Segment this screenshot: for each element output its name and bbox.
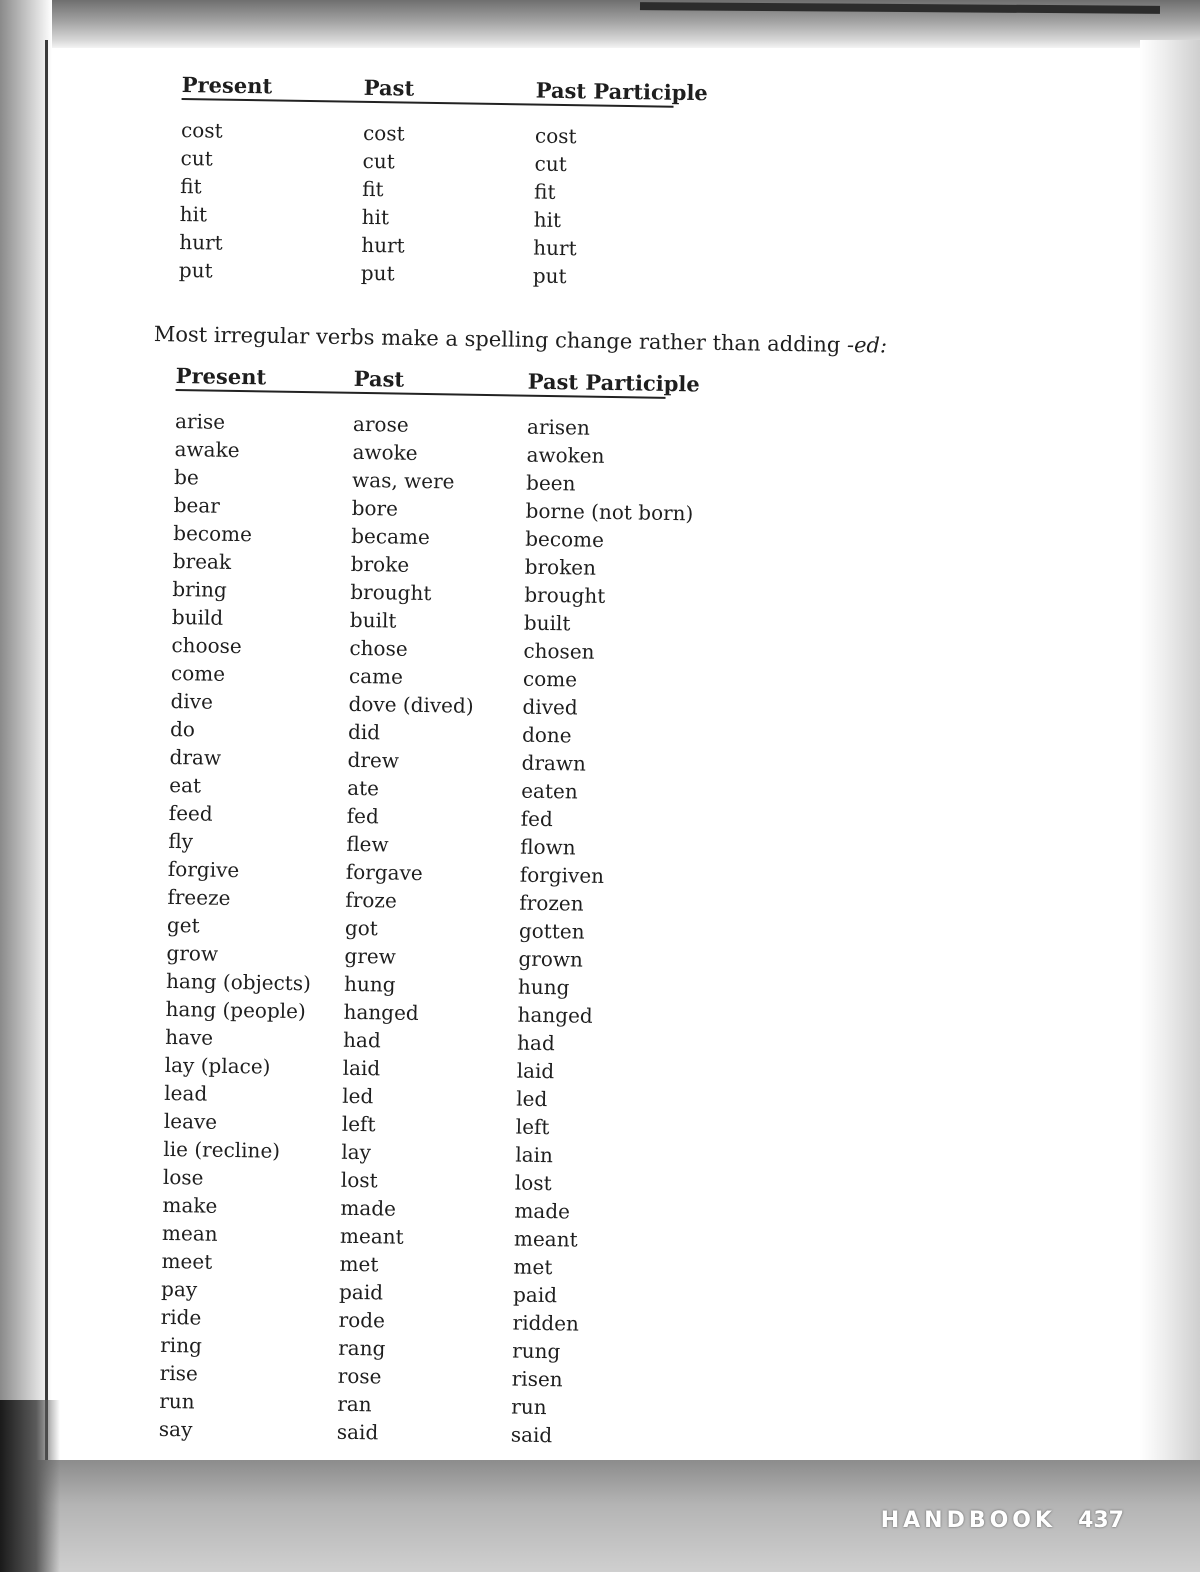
cell-past: arose <box>352 411 409 437</box>
cell-present: hang (people) <box>165 996 306 1024</box>
cell-past-participle: cost <box>534 123 577 149</box>
cell-past-participle: awoken <box>526 442 605 468</box>
cell-past: bore <box>351 495 399 521</box>
irregular-verbs-table <box>158 363 700 1448</box>
cell-past: brought <box>350 579 432 606</box>
cell-present: lay (place) <box>164 1052 271 1079</box>
cell-past: ran <box>337 1391 372 1417</box>
cell-past-participle: hit <box>533 207 562 232</box>
cell-past-participle: run <box>511 1394 547 1420</box>
cell-past-participle: made <box>514 1198 571 1224</box>
cell-present: hang (objects) <box>165 968 312 996</box>
column-header-present: Present <box>175 363 267 390</box>
cell-past-participle: hurt <box>533 235 577 261</box>
cell-past-participle: broken <box>524 554 597 580</box>
cell-present: ride <box>160 1304 202 1330</box>
cell-past: got <box>344 915 379 941</box>
cell-present: ring <box>160 1332 203 1358</box>
cell-present: fit <box>180 173 202 199</box>
cell-past: hanged <box>343 999 419 1025</box>
cell-present: run <box>159 1388 195 1414</box>
cell-present: hit <box>179 201 208 227</box>
cell-past: meant <box>339 1223 404 1249</box>
cell-past-participle: met <box>513 1254 553 1280</box>
cell-past: built <box>349 607 397 633</box>
cell-present: do <box>169 716 196 742</box>
cell-past: cut <box>362 148 395 174</box>
cell-past: made <box>340 1195 397 1221</box>
cell-past: chose <box>349 635 408 661</box>
cell-present: rise <box>159 1360 199 1386</box>
cell-past-participle: rung <box>511 1338 561 1364</box>
cell-past-participle: arisen <box>526 414 591 440</box>
cell-present: lose <box>162 1164 204 1190</box>
cell-past: had <box>342 1027 381 1053</box>
cell-past: grew <box>344 943 397 969</box>
table-body <box>158 407 694 1448</box>
cell-past: lost <box>340 1167 378 1193</box>
cell-past-participle: dived <box>522 694 578 720</box>
column-header-past-participle: Past Participle <box>527 368 700 397</box>
column-header-past: Past <box>353 365 405 392</box>
section-label: HANDBOOK <box>880 1508 1057 1533</box>
cell-present: lead <box>164 1080 208 1106</box>
cell-present: have <box>164 1024 214 1050</box>
cell-past-participle: left <box>515 1114 550 1140</box>
cell-past-participle: flown <box>520 834 576 860</box>
cell-present: say <box>158 1416 193 1442</box>
cell-present: eat <box>169 772 202 798</box>
cell-past: flew <box>346 831 389 857</box>
cell-present: draw <box>169 744 222 770</box>
cell-past: ate <box>347 775 380 801</box>
cell-past: rode <box>338 1307 386 1333</box>
cell-present: pay <box>160 1276 198 1302</box>
cell-past: forgave <box>345 859 423 886</box>
cell-past-participle: risen <box>511 1366 563 1392</box>
intro-text: Most irregular verbs make a spelling change rather than adding <box>153 322 848 357</box>
cell-present: hurt <box>179 229 223 255</box>
cell-past-participle: frozen <box>519 890 584 916</box>
cell-past-participle: put <box>532 263 567 289</box>
cell-past: met <box>339 1251 379 1277</box>
cell-past-participle: ridden <box>512 1310 580 1336</box>
cell-past-participle: led <box>516 1086 548 1112</box>
intro-sentence <box>154 322 888 358</box>
cell-past-participle: drawn <box>521 750 587 776</box>
cell-past-participle: come <box>522 666 578 692</box>
cell-past-participle: borne (not born) <box>525 498 694 526</box>
cell-past: broke <box>350 551 410 577</box>
column-header-past: Past <box>363 74 415 101</box>
cell-past-participle: brought <box>524 582 606 608</box>
cell-past: did <box>347 719 381 745</box>
cell-past-participle: meant <box>513 1226 578 1252</box>
cell-past: hurt <box>361 232 405 258</box>
cell-past-participle: said <box>510 1422 553 1448</box>
cell-past-participle: grown <box>518 946 584 972</box>
cell-past-participle: lain <box>515 1142 554 1168</box>
cell-present: feed <box>168 800 213 826</box>
cell-present: cut <box>180 145 213 171</box>
cell-past: froze <box>345 887 397 913</box>
cell-past-participle: done <box>521 722 572 748</box>
cell-past: dove (dived) <box>348 691 474 718</box>
cell-past-participle: eaten <box>520 778 578 804</box>
regular-form-verbs-table <box>178 72 708 289</box>
table-body <box>178 116 577 289</box>
cell-present: come <box>170 660 226 686</box>
cell-past: lay <box>341 1139 372 1165</box>
cell-present: bring <box>172 576 228 602</box>
cell-past: awoke <box>352 439 418 465</box>
cell-present: get <box>166 912 200 938</box>
cell-past-participle: become <box>525 526 605 552</box>
cell-past: left <box>341 1111 376 1137</box>
cell-past-participle: laid <box>516 1058 555 1084</box>
page-number: 437 <box>1078 1508 1124 1533</box>
cell-present: grow <box>166 940 219 966</box>
cell-present: choose <box>171 632 242 659</box>
cell-present: forgive <box>167 856 240 883</box>
column-header-past-participle: Past Participle <box>535 77 708 106</box>
cell-past: drew <box>347 747 400 773</box>
cell-past: put <box>360 260 395 286</box>
cell-past-participle: fed <box>520 806 553 832</box>
cell-past-participle: forgiven <box>519 862 605 888</box>
cell-present: mean <box>161 1220 218 1246</box>
cell-past: came <box>348 663 404 689</box>
cell-present: build <box>171 604 224 630</box>
cell-present: arise <box>174 408 226 434</box>
cell-present: freeze <box>167 884 231 910</box>
cell-present: be <box>173 464 199 490</box>
cell-past-participle: paid <box>512 1282 558 1308</box>
intro-suffix: -ed: <box>846 332 888 358</box>
cell-past-participle: had <box>516 1030 555 1056</box>
cell-past: rose <box>337 1363 382 1389</box>
cell-present: awake <box>174 436 240 463</box>
page-footer <box>881 1508 1124 1533</box>
cell-present: fly <box>168 828 194 854</box>
scan-corner-shadow <box>0 1400 60 1572</box>
cell-past: rang <box>338 1335 386 1361</box>
cell-past: was, were <box>351 467 455 494</box>
cell-past-participle: gotten <box>518 918 585 944</box>
cell-past-participle: fit <box>533 179 556 204</box>
cell-present: put <box>178 257 213 283</box>
cell-past: fed <box>346 803 379 829</box>
cell-past-participle: built <box>523 610 571 636</box>
cell-present: become <box>173 520 253 547</box>
cell-past-participle: cut <box>534 151 567 177</box>
cell-past: laid <box>342 1055 381 1081</box>
scan-edge-right <box>1140 40 1200 1540</box>
cell-past: paid <box>338 1279 384 1305</box>
cell-past: hung <box>343 971 396 997</box>
page-binding-line <box>45 40 48 1500</box>
cell-past: led <box>342 1083 374 1109</box>
cell-present: make <box>162 1192 218 1218</box>
cell-present: dive <box>170 688 214 714</box>
cell-past-participle: been <box>525 470 576 496</box>
column-header-present: Present <box>181 72 273 99</box>
cell-past-participle: lost <box>514 1170 552 1196</box>
cell-past-participle: hung <box>517 974 570 1000</box>
cell-present: lie (recline) <box>163 1136 281 1163</box>
cell-past: said <box>336 1419 379 1445</box>
cell-past: fit <box>361 176 384 202</box>
cell-present: bear <box>173 492 221 518</box>
cell-past: became <box>351 523 431 550</box>
cell-present: cost <box>180 117 223 143</box>
cell-past: cost <box>362 120 405 146</box>
cell-present: leave <box>163 1108 218 1134</box>
cell-past-participle: hanged <box>517 1002 593 1028</box>
cell-past: hit <box>361 204 390 230</box>
cell-present: meet <box>161 1248 213 1274</box>
cell-present: break <box>172 548 232 574</box>
cell-past-participle: chosen <box>523 638 595 664</box>
